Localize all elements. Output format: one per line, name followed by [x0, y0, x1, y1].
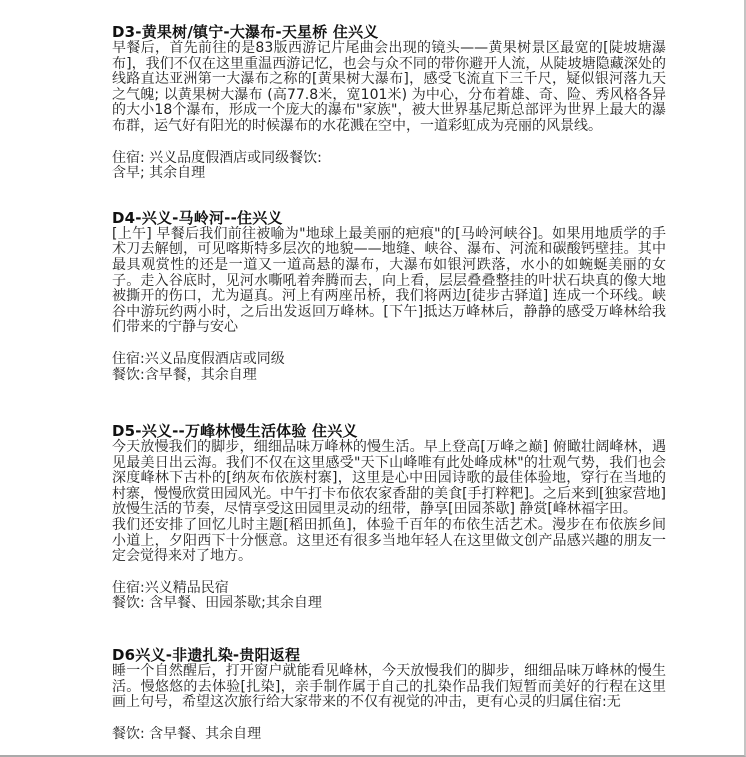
day-description-d6: 睡一个自然醒后，打开窗户就能看见峰林，今天放慢我们的脚步，细细品味万峰林的慢生活。慢悠悠的去体验[扎染]，亲手制作属于自己的扎染作品我们短暂而美好的行程在这里画上句号，希望这次旅行给大家带来的不仅有视觉的冲击，更有心灵的归属住宿:无 — [112, 663, 666, 711]
day-title-d4: D4-兴义-马岭河--住兴义 — [112, 208, 283, 227]
meals-line-d5: 餐饮: 含早餐、田园茶歇;其余自理 — [112, 595, 322, 612]
dining-info-d6 — [112, 727, 666, 743]
day-description-d3: 早餐后，首先前往的是83版西游记片尾曲会出现的镜头——黄果树景区最宽的[陡坡塘瀑布]，我们不仅在这里重温西游记忆，也会与众不同的带你避开人流，从陡坡塘隐藏深处的线路直达亚洲第一大瀑布之称的[黄果树大瀑布]，感受飞流直下三千尺，疑似银河落九天之气魄; 以黄果树大瀑布 (高77.8米，宽101米) 为中心，分布着雄、奇、险、秀风格各异的大小18个瀑布，形成一个庞大的瀑布"家族"，被大世界基尼斯总部评为世界上最大的瀑布群，运气好有阳光的时候瀑布的水花溅在空中，一道彩虹成为亮丽的风景线。 — [112, 40, 666, 134]
meals-line-d4: 餐饮:含早餐，其余自理 — [112, 366, 257, 383]
lodging-line-d4: 住宿:兴义品度假酒店或同级 — [112, 350, 285, 367]
day-title-d3: D3-黄果树/镇宁-大瀑布-天星桥 住兴义 — [112, 23, 379, 41]
lodging-dining-info-d4 — [112, 352, 666, 383]
day-description-d5-part1: 今天放慢我们的脚步，细细品味万峰林的慢生活。早上登高[万峰之巅] 俯瞰壮阔峰林，遇见最美日出云海。我们不仅在这里感受"天下山峰唯有此处峰成林"的壮观气势，我们也会深度峰林下古朴的[纳灰布依族村寨]，这里是心中田园诗歌的最佳体验地，穿行在当地的村寨，慢慢欣赏田园风光。中午打卡布依农家香甜的美食[手打粹粑]。之后来到[独家营地]放慢生活的节奏，尽情享受这田园里灵动的纽带，静享[田园茶歇] 静赏[峰林福字田。 — [112, 439, 666, 518]
day-section-d5 — [112, 422, 666, 612]
meals-line-d6: 餐饮: 含早餐、其余自理 — [112, 725, 262, 742]
day-section-d6 — [112, 646, 666, 742]
day-title-d5: D5-兴义--万峰林慢生活体验 住兴义 — [112, 422, 358, 441]
lodging-line-d5: 住宿:兴义精品民宿 — [112, 579, 229, 596]
lodging-dining-info-d3 — [112, 151, 666, 182]
day-section-d4 — [112, 209, 666, 383]
meals-line-d3: 含早; 其余自理 — [112, 165, 206, 182]
day-section-d3 — [112, 23, 666, 182]
day-description-d4: [上午] 早餐后我们前往被喻为"地球上最美丽的疤痕"的[马岭河峡谷]。如果用地质学的手术刀去解刨，可见喀斯特多层次的地貌——地缝、峡谷、瀑布、河流和碳酸钙壁挂。其中最具观赏性的还是一道又一道高悬的瀑布，大瀑布如银河跌落，水小的如蜿蜒美丽的女子。走入谷底时，见河水嘶吼着奔腾而去，向上看，层层叠叠整挂的叶状石块真的像大地被撕开的伤口，尤为逼真。河上有两座吊桥，我们将两边[徒步古驿道] 连成一个环线。峡谷中游玩约两小时，之后出发返回万峰林。[下午]抵达万峰林后，静静的感受万峰林给我们带来的宁静与安心 — [112, 225, 666, 336]
day-description-d5-part2: 我们还安排了回忆儿时主题[稻田抓鱼]，体验千百年的布依生活艺术。漫步在布依族乡间小道上，夕阳西下十分惬意。这里还有很多当地年轻人在这里做文创产品感兴趣的朋友一定会觉得来对了地方。 — [112, 517, 666, 565]
day-title-d6: D6兴义-非遗扎染-贵阳返程 — [112, 646, 301, 665]
lodging-dining-info-d5 — [112, 581, 666, 612]
lodging-line-d3: 住宿: 兴义品度假酒店或同级餐饮: — [112, 149, 322, 166]
